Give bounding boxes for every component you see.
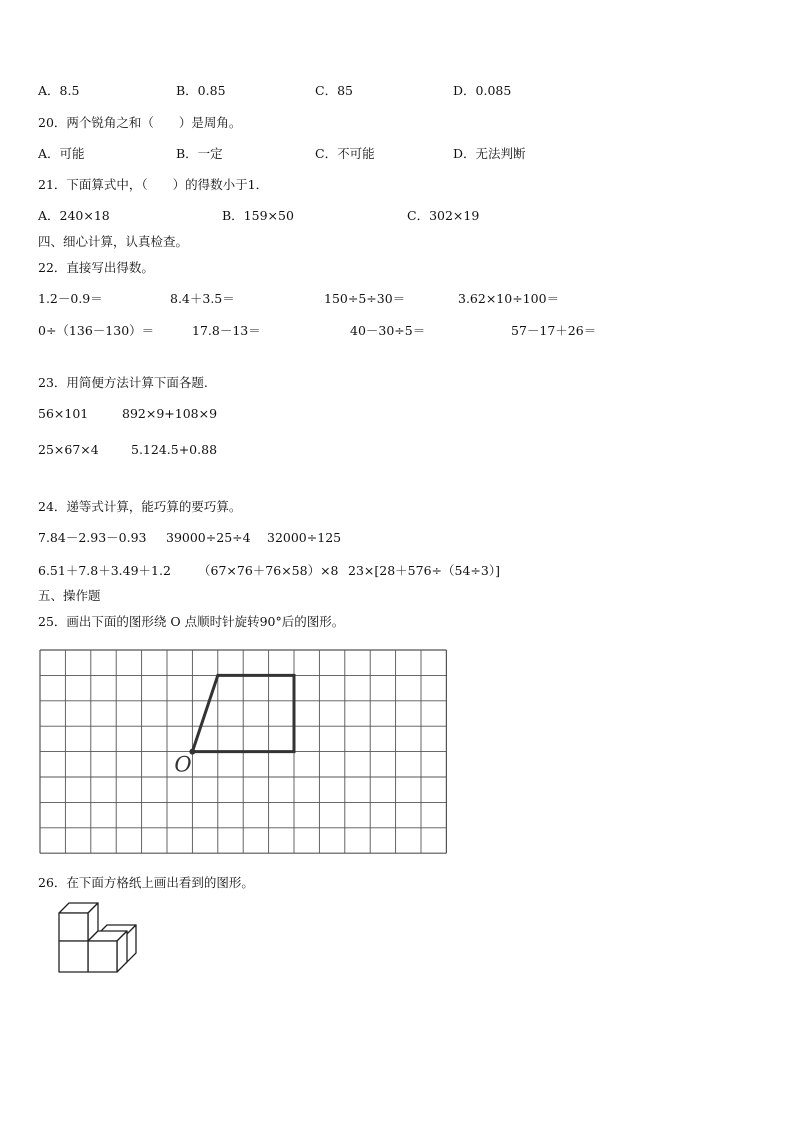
q20-option-d: D．无法判断 [453, 146, 526, 161]
q21-option-c: C．302×19 [407, 208, 480, 223]
q19-option-a: A．8.5 [38, 83, 80, 98]
q24-expression: 39000÷25÷4 [166, 530, 251, 545]
q26-question: 26．在下面方格纸上画出看到的图形。 [38, 875, 254, 890]
q23-expression: 56×101 [38, 406, 89, 421]
q24-question: 24．递等式计算，能巧算的要巧算。 [38, 499, 242, 514]
q24-expression: （67×76＋76×58）×8 [198, 563, 339, 578]
q22-expression: 8.4＋3.5＝ [170, 291, 235, 306]
q25-question: 25．画出下面的图形绕 O 点顺时针旋转90°后的图形。 [38, 614, 345, 629]
q24-expression: 23×[28＋576÷（54÷3）] [348, 563, 500, 578]
q22-expression: 1.2－0.9＝ [38, 291, 103, 306]
q22-expression: 17.8－13＝ [192, 323, 261, 338]
q23-expression: 892×9+108×9 [122, 406, 218, 421]
q22-question: 22．直接写出得数。 [38, 260, 154, 275]
q22-expression: 57－17＋26＝ [511, 323, 597, 338]
q24-expression: 32000÷125 [267, 530, 342, 545]
q22-expression: 0÷（136－130）＝ [38, 323, 155, 338]
point-o-label: O [174, 752, 192, 777]
q20-option-b: B．一定 [176, 146, 223, 161]
q20-question: 20．两个锐角之和（ ）是周角。 [38, 115, 242, 130]
q20-option-a: A．可能 [38, 146, 85, 161]
q19-option-c: C．85 [315, 83, 353, 98]
q21-option-b: B．159×50 [222, 208, 294, 223]
section-4-title: 四、细心计算，认真检查。 [38, 234, 189, 249]
q19-option-d: D．0.085 [453, 83, 512, 98]
q23-question: 23．用简便方法计算下面各题. [38, 375, 208, 390]
q20-option-c: C．不可能 [315, 146, 375, 161]
cube-stack-drawing [59, 903, 136, 972]
q24-expression: 6.51＋7.8＋3.49＋1.2 [38, 563, 171, 578]
q21-question: 21．下面算式中，（ ）的得数小于1． [38, 177, 269, 192]
q19-option-b: B．0.85 [176, 83, 226, 98]
q22-expression: 3.62×10÷100＝ [458, 291, 560, 306]
q21-option-a: A．240×18 [38, 208, 110, 223]
q22-expression: 40－30÷5＝ [350, 323, 426, 338]
q23-expression: 25×67×4 [38, 442, 99, 457]
q22-expression: 150÷5÷30＝ [324, 291, 406, 306]
section-5-title: 五、操作题 [38, 588, 101, 603]
q24-expression: 7.84－2.93－0.93 [38, 530, 147, 545]
q23-expression: 5.124.5+0.88 [131, 442, 218, 457]
